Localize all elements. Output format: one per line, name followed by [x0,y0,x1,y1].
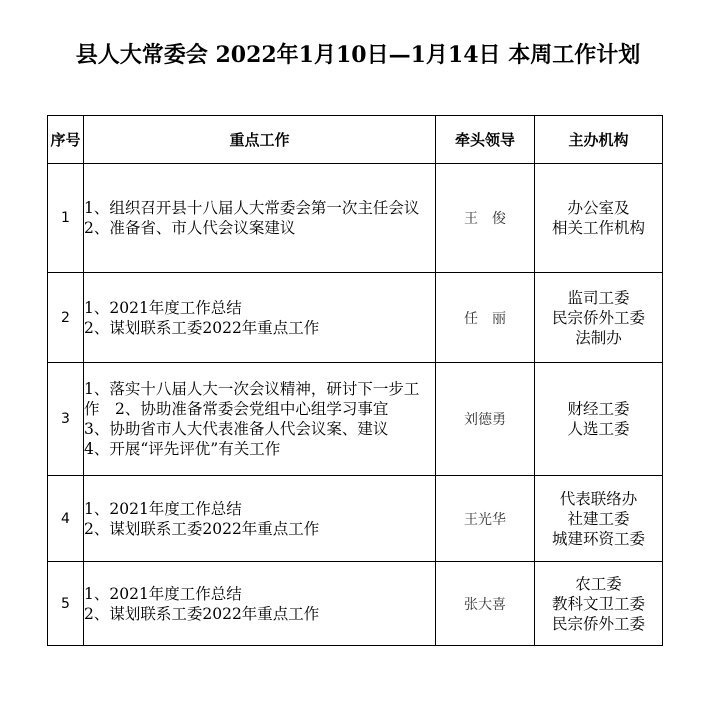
organization-line: 代表联络办 [559,489,638,508]
work-item-line: 4、开展“评先评优”有关工作 [84,440,281,458]
page-title: 县人大常委会 2022年1月10日—1月14日 本周工作计划 [75,42,641,68]
work-item-line: 1、落实十八届人大一次会议精神，研讨下一步工 [84,380,420,398]
column-header-key-work: 重点工作 [84,116,436,164]
row-index-cell: 1 [48,164,84,273]
key-work-cell [84,273,436,363]
key-work-cell [84,363,436,476]
lead-leader-cell: 刘德勇 [436,363,535,476]
organization-line: 教科文卫工委 [551,594,645,613]
work-item-line: 2、谋划联系工委2022年重点工作 [84,318,320,337]
table-row [48,164,663,273]
work-item-line: 2、谋划联系工委2022年重点工作 [84,519,320,538]
table-row [48,562,663,646]
work-item-line: 1、组织召开县十八届人大常委会第一次主任会议 [84,199,420,217]
table-body [48,164,663,646]
host-organization-cell [535,476,663,562]
table-header-row [48,116,663,164]
row-index-cell: 2 [48,273,84,363]
organization-line: 相关工作机构 [551,219,645,237]
row-index-cell: 3 [48,363,84,476]
work-plan-table [47,115,663,646]
host-organization-cell [535,273,663,363]
table-header [48,116,663,164]
key-work-cell [84,562,436,646]
organization-line: 民宗侨外工委 [551,308,645,327]
work-item-line: 1、2021年度工作总结 [84,584,242,603]
organization-line: 财经工委 [567,400,630,418]
lead-leader-cell: 任 丽 [436,273,535,363]
table-row [48,476,663,562]
key-work-cell [84,164,436,273]
row-index-cell: 4 [48,476,84,562]
organization-line: 办公室及 [567,199,630,217]
column-header-host-organization: 主办机构 [535,116,663,164]
organization-line: 法制办 [575,328,622,347]
lead-leader-cell: 王光华 [436,476,535,562]
table-row [48,363,663,476]
host-organization-cell [535,562,663,646]
host-organization-cell [535,363,663,476]
lead-leader-cell: 张大喜 [436,562,535,646]
work-item-line: 3、协助省市人大代表准备人代会议案、建议 [84,420,389,438]
key-work-cell [84,476,436,562]
organization-line: 城建环资工委 [551,529,645,548]
row-index-cell: 5 [48,562,84,646]
host-organization-cell [535,164,663,273]
lead-leader-cell: 王 俊 [436,164,535,273]
work-item-line: 2、准备省、市人代会议案建议 [84,219,296,237]
table-row [48,273,663,363]
organization-line: 人选工委 [567,420,630,438]
work-item-line: 作 2、协助准备常委会党组中心组学习事宜 [84,400,389,418]
organization-line: 民宗侨外工委 [551,614,645,633]
organization-line: 社建工委 [567,509,630,528]
work-item-line: 2、谋划联系工委2022年重点工作 [84,604,320,623]
column-header-lead-leader: 牵头领导 [436,116,535,164]
work-item-line: 1、2021年度工作总结 [84,298,242,317]
column-header-index: 序号 [48,116,84,164]
organization-line: 监司工委 [567,288,630,307]
organization-line: 农工委 [575,574,622,593]
work-item-line: 1、2021年度工作总结 [84,499,242,518]
